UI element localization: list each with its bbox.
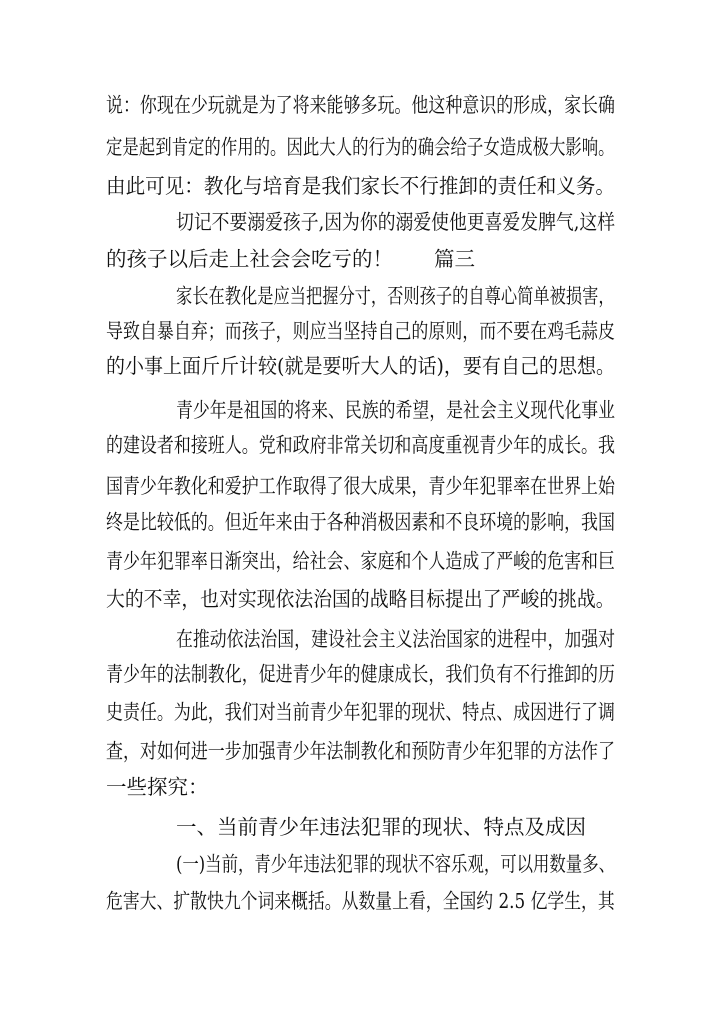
- text-line: (一)当前，青少年违法犯罪的现状不容乐观，可以用数量多、: [176, 852, 615, 876]
- text-line: 的小事上面斤斤计较(就是要听大人的话)，要有自己的思想。: [106, 354, 615, 378]
- text-line: 说：你现在少玩就是为了将来能够多玩。他这种意识的形成，家长确: [106, 93, 615, 117]
- text-line: 定是起到肯定的作用的。因此大人的行为的确会给子女造成极大影响。: [106, 135, 615, 159]
- text-line: 的孩子以后走上社会会吃亏的！ 篇三: [106, 247, 475, 271]
- text-line: 家长在教化是应当把握分寸，否则孩子的自尊心简单被损害，: [176, 284, 615, 308]
- text-line: 大的不幸，也对实现依法治国的战略目标提出了严峻的挑战。: [106, 587, 615, 611]
- text-line: 终是比较低的。但近年来由于各种消极因素和不良环境的影响，我国: [106, 510, 615, 534]
- text-line: 青少年犯罪率日渐突出，给社会、家庭和个人造成了严峻的危害和巨: [106, 549, 615, 573]
- text-line: 查，对如何进一步加强青少年法制教化和预防青少年犯罪的方法作了: [106, 739, 615, 763]
- text-line: 由此可见：教化与培育是我们家长不行推卸的责任和义务。: [106, 174, 616, 198]
- text-line: 青少年的法制教化，促进青少年的健康成长，我们负有不行推卸的历: [106, 662, 615, 686]
- text-line: 危害大、扩散快九个词来概括。从数量上看，全国约 2.5 亿学生，其: [106, 889, 615, 913]
- text-line: 的建设者和接班人。党和政府非常关切和高度重视青少年的成长。我: [106, 433, 615, 457]
- text-line: 青少年是祖国的将来、民族的希望，是社会主义现代化事业: [176, 398, 615, 422]
- text-line: 史责任。为此，我们对当前青少年犯罪的现状、特点、成因进行了调: [106, 700, 615, 724]
- text-line: 一些探究：: [106, 775, 209, 799]
- text-line: 导致自暴自弃；而孩子，则应当坚持自己的原则，而不要在鸡毛蒜皮: [106, 319, 615, 343]
- text-line: 在推动依法治国，建设社会主义法治国家的进程中，加强对: [176, 627, 615, 651]
- text-line: 切记不要溺爱孩子,因为你的溺爱使他更喜爱发脾气,这样: [176, 210, 616, 234]
- section-heading: 一、当前青少年违法犯罪的现状、特点及成因: [176, 815, 586, 839]
- text-line: 国青少年教化和爱护工作取得了很大成果，青少年犯罪率在世界上始: [106, 474, 615, 498]
